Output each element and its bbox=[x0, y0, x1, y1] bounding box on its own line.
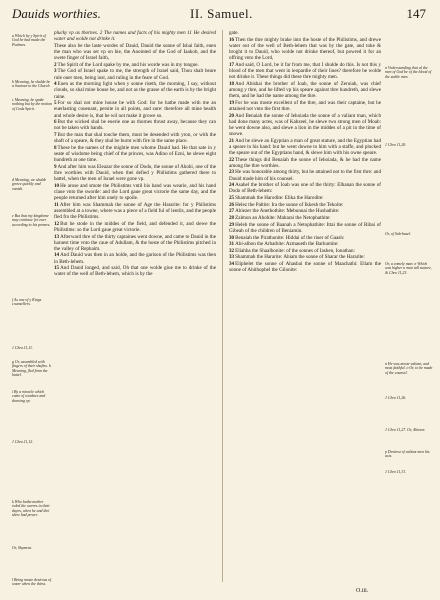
verse-text: But the wicked shal be euerie one as thornes thrust away, because they can not be taken with hands. bbox=[54, 119, 216, 132]
verse-number: 16 bbox=[229, 36, 235, 43]
verse-number: 24 bbox=[229, 182, 235, 189]
verse-text: And after him was Eleazar the sonne of Dodo, the sonne of Ahohi, one of the thre worthies with Dauid, when thei defied y Philistims gathered there to battel, when the men of Israel were gone vp. bbox=[54, 163, 216, 183]
verse-text: But the man that shal touche them, must be desended with yron, or with the shaft of a speare, & they shal be burnt with fire in the same place. bbox=[54, 132, 216, 145]
margin-note: p Desirest of valiant men his acts. bbox=[385, 450, 430, 459]
left-text-column bbox=[54, 30, 216, 278]
margin-note: f As one of y Kings counsellers. bbox=[12, 298, 42, 307]
verse bbox=[54, 202, 216, 220]
verse-text: These be the names of the mightie men whome Dauid had. He that sate in y seate of wisdome being chief of the princes, was Adino of Ezni, he slewe eight hundreth at one time. bbox=[54, 144, 216, 164]
verse bbox=[229, 138, 381, 156]
verse-text: Then the thre mighty brake into the hoste of the Philistims, and drewe water out of the well of Beth-lehem that was by the gate, and toke & broght it to Dauid, who wolde not drinke thereof, but powred it for an offring vnto the Lord, bbox=[229, 36, 381, 62]
verse bbox=[229, 235, 381, 241]
verse bbox=[229, 81, 381, 99]
verse-number: 23 bbox=[229, 169, 235, 176]
verse-number: 32 bbox=[229, 247, 235, 254]
margin-note: c Meaning, he spake nothing but by the motion of Gods Spirit. bbox=[12, 98, 52, 111]
verse-text: For so shal not mine house be with God: for he hathe made with me an euerlasting couenant, persite in all points, and sure: therefore all mine health and whole desire is, that he wil not make it growe so. bbox=[54, 100, 216, 119]
margin-note: Or, of Sab-basel. bbox=[385, 232, 412, 236]
verse-text: Euen as the morning light when y sonne riseth, the morning, I say, without clouds, so shal mine house be, and not as the grasse of the earth is by the bright raine. bbox=[54, 81, 216, 100]
margin-note: l Being moste desirous of water when the thirst. bbox=[12, 578, 52, 587]
verse-text: These things did Benaiah the sonne of Iehoiada, & he had the name among the thre worthies. bbox=[229, 156, 381, 169]
margin-note: 1 Chro 11,31. bbox=[385, 470, 407, 474]
margin-note: n He was moste valiant, and most faithful. o Or, to be made of the counsel. bbox=[385, 362, 433, 375]
continued-text: gate. bbox=[229, 30, 239, 36]
verse-number: 26 bbox=[229, 201, 235, 208]
verse-text: And Dauid longed, and said, Oh that one wolde giue me to drinke of the water of the well of Beth-lehem, which is by the bbox=[54, 265, 216, 278]
verse bbox=[54, 132, 216, 144]
verse-text: The Spirit of the Lord spake by me, and his worde was in my tongue. bbox=[57, 61, 199, 68]
verse bbox=[229, 215, 381, 221]
verse-number: 13 bbox=[54, 233, 60, 240]
verse bbox=[229, 62, 381, 80]
margin-note: 1 Chro.11,11. bbox=[12, 346, 33, 350]
verse-number: 19 bbox=[229, 99, 235, 106]
verse-text: Shammah the Harodite: Elika the Harodite: bbox=[235, 195, 324, 202]
verse bbox=[229, 222, 381, 234]
verse bbox=[54, 265, 216, 277]
verse-text: These also be the laste wordes of Dauid, Dauid the sonne of Ishai faith, euen the man who was set vp on hie, the Anointed of the God of Iaakob, and the swete finger of Israel faith, bbox=[54, 42, 216, 62]
verse-number: 10 bbox=[54, 182, 60, 189]
verse-number: 34 bbox=[229, 261, 235, 268]
verse-number: 15 bbox=[54, 265, 60, 272]
verse bbox=[54, 145, 216, 163]
verse-text: And he slewe an Egyptian a man of great stature, and the Egyptian had a speare in his hand: but he went downe to him with a staffe, and plucked the speare out of the Egyptians hand, & slewe him with his owne speare. bbox=[229, 137, 381, 156]
verse-text: Shammah the Hararite: Ahiam the sonne of Sharar the Hararite: bbox=[235, 254, 365, 261]
verse-number: 9 bbox=[54, 163, 57, 170]
verse bbox=[229, 241, 381, 247]
verse bbox=[229, 182, 381, 194]
verse bbox=[229, 254, 381, 260]
verse-number: 20 bbox=[229, 112, 235, 119]
verse bbox=[229, 37, 381, 62]
verse-number: 5 bbox=[54, 100, 57, 107]
header-left-title: Dauids worthies. bbox=[12, 6, 101, 21]
verse bbox=[229, 208, 381, 214]
verse-text: He was honorable among thirty, but he attained not to the first thre: and Dauid made him of his counsel. bbox=[229, 169, 381, 182]
verse bbox=[54, 183, 216, 201]
header-book-title: II. Samuel. bbox=[190, 6, 253, 21]
verse-text: Helez the Paltite: Ira the sonne of Ikkesh the Tekoite: bbox=[235, 201, 344, 208]
verse-text: Afterward thre of the thirty captaines went downe, and came to Dauid in the haruest time vnto the caue of Adullam, & the hoste of the Philistims pitched in the valley of Rephaim. bbox=[54, 233, 216, 252]
verse-text: And Abishai the brother of Ioab, the sonne of Zeruiah, was chief among y thre, and he lifted vp his speare against thre hundreth, and slewe them, and he had the name among the thre. bbox=[229, 80, 381, 100]
verse-number: 18 bbox=[229, 80, 235, 87]
verse-text: Abi-albon the Arbathite: Azmaueth the Barhumite: bbox=[235, 241, 339, 248]
chapter-summary: plucky vp as thornes. 2 The names and facts of his mighty men 11 He desired water and wolde not drinke it. bbox=[54, 30, 216, 43]
verse-text: He arose and smote the Philistims vntil his hand was wearie, and his hand claue vnto the sworde: and the Lord gaue great victorie the same day, and the people returned after him onely to spoile. bbox=[54, 182, 216, 202]
verse-number: 2 bbox=[54, 61, 57, 68]
verse-number: 17 bbox=[229, 61, 235, 68]
verse-text: Eliahba the Shaalbonite: of the sonnes of Iashen, Ionathan: bbox=[235, 247, 355, 254]
verse-number: 12 bbox=[54, 220, 60, 227]
verse-number: 14 bbox=[54, 252, 60, 259]
signature-mark: O.iii. bbox=[356, 588, 369, 594]
verse-number: 3 bbox=[54, 68, 57, 75]
margin-note: 1 Chro 11,26. bbox=[385, 396, 407, 400]
verse-text: The God of Israel spake to me, the strength of Israel said, Thou shalt beare rule ouer men, being iust, and ruling in the feare of God. bbox=[54, 68, 216, 81]
verse bbox=[54, 119, 216, 131]
verse-number: 29 bbox=[229, 221, 235, 228]
verse bbox=[229, 169, 381, 181]
verse bbox=[54, 81, 216, 99]
verse-text: And said, O Lord, be it far from me, that I shulde do this. Is not this y blood of the men that went in ieopardie of their liues? therefore he wolde not drinke it. These things did these thre mighty men. bbox=[229, 61, 381, 81]
verse-text: Heleb the sonne of Baanah a Netophathite: Ittai the sonne of Ribai of Gibeah of the children of Beniamin. bbox=[229, 221, 381, 234]
verse-number: 21 bbox=[229, 137, 235, 144]
verse-number: 11 bbox=[54, 201, 59, 208]
verse-text: Abiezer the Anethothite: Mebunnai the Hushathite: bbox=[235, 208, 340, 215]
verse-number: 27 bbox=[229, 208, 235, 215]
margin-note: Or, Shymeat. bbox=[12, 546, 32, 550]
margin-note: e But that my kingdome may continue for euer according to his promes. bbox=[12, 214, 51, 227]
margin-note: 1 Chro 11,27. Or, Abiezer. bbox=[385, 428, 426, 432]
running-header bbox=[0, 4, 440, 26]
page-number: 147 bbox=[406, 6, 426, 21]
margin-note: a Which by y Spirit of God he had made the Psalmes. bbox=[12, 34, 46, 47]
margin-note: b Meaning, he shulde be a Sauiour to the Church. bbox=[12, 80, 51, 89]
verse-number: 33 bbox=[229, 254, 235, 261]
margin-note: i By a miracle which came of weaknes and drawing vp. bbox=[12, 390, 46, 403]
verse bbox=[229, 113, 381, 138]
verse bbox=[229, 100, 381, 112]
margin-note: k Who bathe mother ruled the warres in their dayes, when he and thei shew had power. bbox=[12, 500, 50, 518]
verse-number: 28 bbox=[229, 215, 235, 222]
verse-number: 6 bbox=[54, 119, 57, 126]
margin-note: d Meaning, we shulde growe quickly and vanish. bbox=[12, 178, 47, 191]
verse-text: Benaiah the Pirathonite: Hiddai of the riuer of Gaash: bbox=[235, 234, 345, 241]
verse bbox=[54, 62, 216, 68]
verse-text: For he was moste excellent of the thre, and was their captaine, but he attained not vnto the first thre. bbox=[229, 99, 381, 112]
verse-number: 8 bbox=[54, 144, 57, 151]
right-text-column bbox=[229, 30, 381, 274]
verse-text: Asahel the brother of Ioab was one of the thirty: Elhanan the sonne of Dodo of Beth-lehem: bbox=[229, 182, 381, 195]
verse bbox=[54, 252, 216, 264]
verse-number: 30 bbox=[229, 234, 235, 241]
verse bbox=[54, 234, 216, 252]
verse bbox=[54, 164, 216, 182]
verse-text: Eliphelet the sonne of Ahasbai the sonne of Maachathi: Eliam the sonne of Ahithophel the Gilonite: bbox=[229, 261, 381, 274]
verse bbox=[54, 221, 216, 233]
verse-text: And Dauid was then in an holde, and the garison of the Philistims was then in Beth-lehem. bbox=[54, 252, 216, 265]
verse-text: Zalmon an Ahohite: Maharai the Netophathite: bbox=[235, 215, 331, 222]
margin-note: n Vnderstanding that al the men of God be of the blood of the stable men. bbox=[385, 66, 432, 79]
margin-note: g Or, assembled with fingers of their shaftes. h Meaning, fled from the battel. bbox=[12, 360, 51, 378]
verse-text: And Benaiah the sonne of Iehoiada the sonne of a valiant man, which had done many actes, was of Kabzeel, he slewe two strong men of Moab: he went downe also, and slewe a lion in the middes of a pit in the time of snowe. bbox=[229, 112, 381, 137]
margin-note: Or, a comely man. n Which was higher a man tall stature, & Chro 11,23. bbox=[385, 262, 432, 275]
column-divider bbox=[222, 30, 223, 582]
verse bbox=[54, 68, 216, 80]
margin-note: 1 Chro 11,20. bbox=[385, 143, 407, 147]
verse bbox=[229, 195, 381, 201]
verse-number: 22 bbox=[229, 156, 235, 163]
verse-number: 25 bbox=[229, 195, 235, 202]
verse-number: 4 bbox=[54, 81, 57, 88]
verse bbox=[229, 202, 381, 208]
verse-number: 31 bbox=[229, 241, 235, 248]
verse bbox=[229, 261, 381, 273]
verse bbox=[54, 43, 216, 61]
verse bbox=[229, 157, 381, 169]
verse-text: After him was Shammah the sonne of Age the Hararite: for y Philistims assembled at a towne, where was a piece of a field ful of lentils, and the people fled fro the Philistims. bbox=[54, 201, 216, 221]
verse-number: 7 bbox=[54, 132, 57, 138]
verse bbox=[54, 100, 216, 118]
verse-text: But he stode in the middes of the field, and defended it, and slewe the Philistims: so the Lord gaue great victorie. bbox=[54, 220, 216, 233]
margin-note: 1 Chro.11,12. bbox=[12, 440, 34, 444]
